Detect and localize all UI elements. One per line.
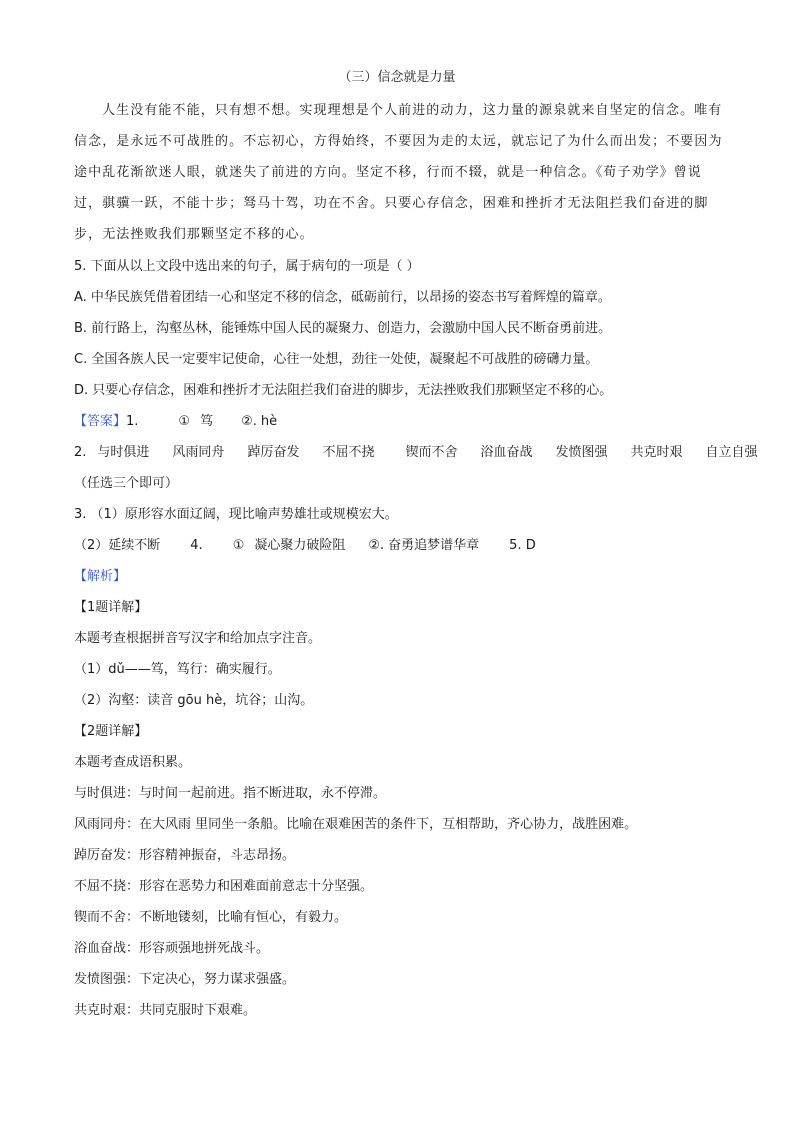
question-2-detail-line: 本题考查成语积累。 xyxy=(74,755,192,770)
passage-line-4: 过，骐骥一跃，不能十步；驽马十驾，功在不舍。只要心存信念，困难和挫折才无法阻拦我们奋进的脚 xyxy=(74,196,709,211)
answer-2-idiom: 不屈不挠 xyxy=(322,445,375,460)
answer-2-idiom: 浴血奋战 xyxy=(480,445,533,460)
answer-2-idiom: 踔厉奋发 xyxy=(247,445,300,460)
question-5-option-b: B. 前行路上，沟壑丛林，能锤炼中国人民的凝聚力、创造力，会激励中国人民不断奋勇前进。 xyxy=(74,321,612,336)
answer-1-prefix: 1. xyxy=(126,414,139,429)
answer-1-circle-2: ②. xyxy=(241,414,257,429)
answer-4-value-1: 凝心聚力破险阻 xyxy=(254,538,346,553)
analysis-label: 【解析】 xyxy=(74,569,127,584)
answer-2-idiom: 与时俱进 xyxy=(97,445,150,460)
question-5-option-d: D. 只要心存信念，困难和挫折才无法阻拦我们奋进的脚步，无法挫败我们那颗坚定不移的心。 xyxy=(74,383,613,398)
question-2-detail-line: 发愤图强：下定决心，努力谋求强盛。 xyxy=(74,972,296,987)
answer-2-idiom: 风雨同舟 xyxy=(172,445,225,460)
question-1-detail-line: （2）沟壑：读音 gōu hè，坑谷；山沟。 xyxy=(74,693,314,708)
question-2-detail-line: 与时俱进：与时间一起前进。指不断进取，永不停滞。 xyxy=(74,786,387,801)
answer-2-idiom: 锲而不舍 xyxy=(405,445,458,460)
answer-4-value-2: 奋勇追梦谱华章 xyxy=(388,538,480,553)
answer-3-line-2: （2）延续不断 xyxy=(74,538,161,553)
question-2-detail-line: 浴血奋战：形容顽强地拼死战斗。 xyxy=(74,941,270,956)
question-2-detail-line: 风雨同舟：在大风雨 里同坐一条船。比喻在艰难困苦的条件下，互相帮助，齐心协力，战胜困难。 xyxy=(74,817,638,832)
question-2-detail-line: 共克时艰：共同克服时下艰难。 xyxy=(74,1003,257,1018)
answer-5: 5. D xyxy=(509,538,536,553)
answer-2-idiom: 发愤图强 xyxy=(555,445,608,460)
answer-1-value-2: hè xyxy=(260,414,278,429)
passage-line-5: 步，无法挫败我们那颗坚定不移的心。 xyxy=(74,227,314,242)
passage-title: （三）信念就是力量 xyxy=(338,70,456,85)
question-2-detail-line: 锲而不舍：不断地镂刻，比喻有恒心，有毅力。 xyxy=(74,910,348,925)
answer-4-prefix: 4. xyxy=(190,538,203,553)
question-5-stem: 5. 下面从以上文段中选出来的句子，属于病句的一项是（ ） xyxy=(74,259,420,274)
passage-line-1: 人生没有能不能，只有想不想。实现理想是个人前进的动力，这力量的源泉就来自坚定的信念。唯有 xyxy=(102,103,723,118)
answer-4-circle-2: ②. xyxy=(368,538,385,553)
question-1-detail-line: （1）dǔ——笃，笃行：确实履行。 xyxy=(74,662,281,677)
answer-2-prefix: 2. xyxy=(74,445,87,460)
answer-1-value-1: 笃 xyxy=(200,414,214,429)
question-1-detail-heading: 【1题详解】 xyxy=(74,600,148,615)
question-2-detail-line: 不屈不挠：形容在恶势力和困难面前意志十分坚强。 xyxy=(74,879,374,894)
question-5-option-a: A. 中华民族凭借着团结一心和坚定不移的信念，砥砺前行，以昂扬的姿态书写着辉煌的篇章。 xyxy=(74,290,611,305)
answer-line-2 xyxy=(74,441,758,460)
answer-2-idiom: 共克时艰 xyxy=(630,445,683,460)
passage-line-2: 信念，是永远不可战胜的。不忘初心，方得始终，不要因为走的太远，就忘记了为什么而出发；不要因为 xyxy=(74,134,723,149)
passage-line-3: 途中乱花渐欲迷人眼，就迷失了前进的方向。坚定不移，行而不辍，就是一种信念。《荀子劝学》曾说 xyxy=(74,165,703,180)
answer-4-circle-1: ① xyxy=(232,538,245,553)
answer-label: 【答案】 xyxy=(74,414,127,429)
answer-2-idiom: 自立自强 xyxy=(705,445,758,460)
question-2-detail-line: 踔厉奋发：形容精神振奋，斗志昂扬。 xyxy=(74,848,296,863)
question-5-option-c: C. 全国各族人民一定要牢记使命，心往一处想，劲往一处使，凝聚起不可战胜的磅礴力量。 xyxy=(74,352,599,367)
answer-2-note: （任选三个即可） xyxy=(74,476,179,491)
answer-line-1 xyxy=(74,410,277,429)
answer-3-line-1: 3. （1）原形容水面辽阔，现比喻声势雄壮或规模宏大。 xyxy=(74,507,398,522)
answer-1-circle-1: ① xyxy=(178,414,191,429)
answer-line-3-4-5 xyxy=(74,534,536,553)
question-2-detail-heading: 【2题详解】 xyxy=(74,724,148,739)
question-1-detail-line: 本题考查根据拼音写汉字和给加点字注音。 xyxy=(74,631,322,646)
